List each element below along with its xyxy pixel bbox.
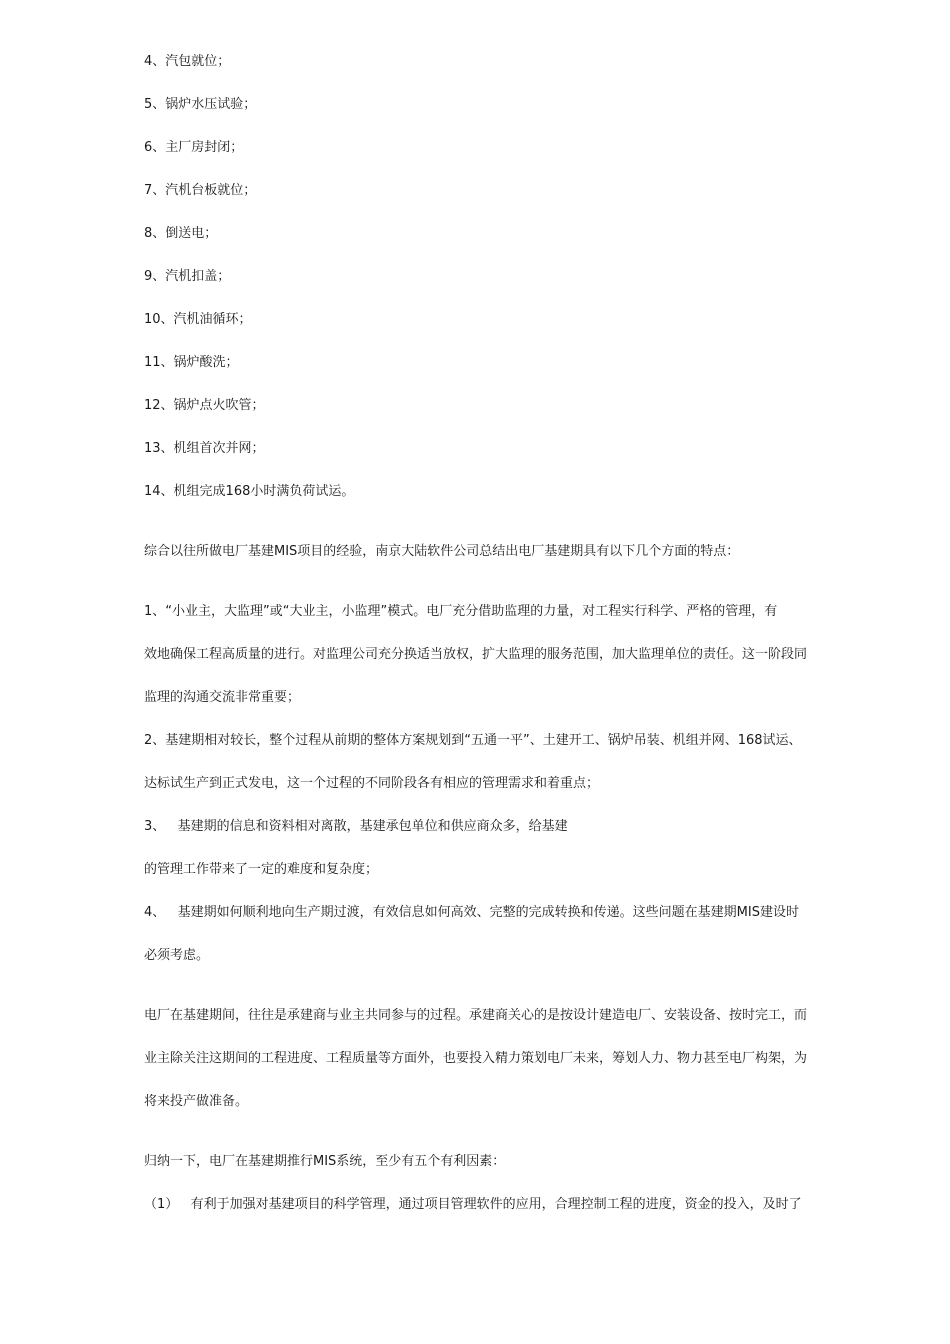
owner-paragraph-line: 电厂在基建期间，往往是承建商与业主共同参与的过程。承建商关心的是按设计建造电厂、安装设备、按时完工，而 <box>144 1008 808 1023</box>
list-item: 5、锅炉水压试验； <box>144 97 257 112</box>
feature-3-line: 3、 基建期的信息和资料相对离散，基建承包单位和供应商众多，给基建 <box>144 819 568 834</box>
feature-2-line: 2、基建期相对较长，整个过程从前期的整体方案规划到“五通一平”、土建开工、锅炉吊装、机组并网、168试运、 <box>144 733 802 748</box>
list-item: 4、汽包就位； <box>144 54 231 69</box>
list-item: 11、锅炉酸洗； <box>144 355 239 370</box>
feature-1-line: 1、“小业主，大监理”或“大业主，小监理”模式。电厂充分借助监理的力量，对工程实行科学、严格的管理，有 <box>144 604 778 619</box>
list-item: 10、汽机油循环； <box>144 312 252 327</box>
list-item: 13、机组首次并网； <box>144 441 265 456</box>
feature-4-line: 4、 基建期如何顺利地向生产期过渡，有效信息如何高效、完整的完成转换和传递。这些问题在基建期MIS建设时 <box>144 905 799 920</box>
summary-factors-paragraph: 归纳一下，电厂在基建期推行MIS系统，至少有五个有利因素： <box>144 1154 506 1169</box>
list-item: 12、锅炉点火吹管； <box>144 398 265 413</box>
feature-1-line: 效地确保工程高质量的进行。对监理公司充分换适当放权，扩大监理的服务范围，加大监理单位的责任。这一阶段同 <box>144 647 808 662</box>
list-item: 7、汽机台板就位； <box>144 183 257 198</box>
list-item: 8、倒送电； <box>144 226 218 241</box>
list-item: 9、汽机扣盖； <box>144 269 231 284</box>
owner-paragraph-line: 将来投产做准备。 <box>144 1094 249 1109</box>
list-item: 6、主厂房封闭； <box>144 140 244 155</box>
list-item: 14、机组完成168小时满负荷试运。 <box>144 484 355 499</box>
feature-2-line: 达标试生产到正式发电，这一个过程的不同阶段各有相应的管理需求和着重点； <box>144 776 600 791</box>
summary-intro-paragraph: 综合以往所做电厂基建MIS项目的经验，南京大陆软件公司总结出电厂基建期具有以下几个方面的特点： <box>144 544 740 559</box>
owner-paragraph-line: 业主除关注这期间的工程进度、工程质量等方面外，也要投入精力策划电厂未来，筹划人力、物力甚至电厂构架，为 <box>144 1051 808 1066</box>
factor-1-line: （1） 有利于加强对基建项目的科学管理，通过项目管理软件的应用，合理控制工程的进度，资金的投入，及时了 <box>144 1197 802 1212</box>
feature-4-line: 必须考虑。 <box>144 948 210 963</box>
feature-3-line: 的管理工作带来了一定的难度和复杂度； <box>144 862 379 877</box>
feature-1-line: 监理的沟通交流非常重要； <box>144 690 301 705</box>
